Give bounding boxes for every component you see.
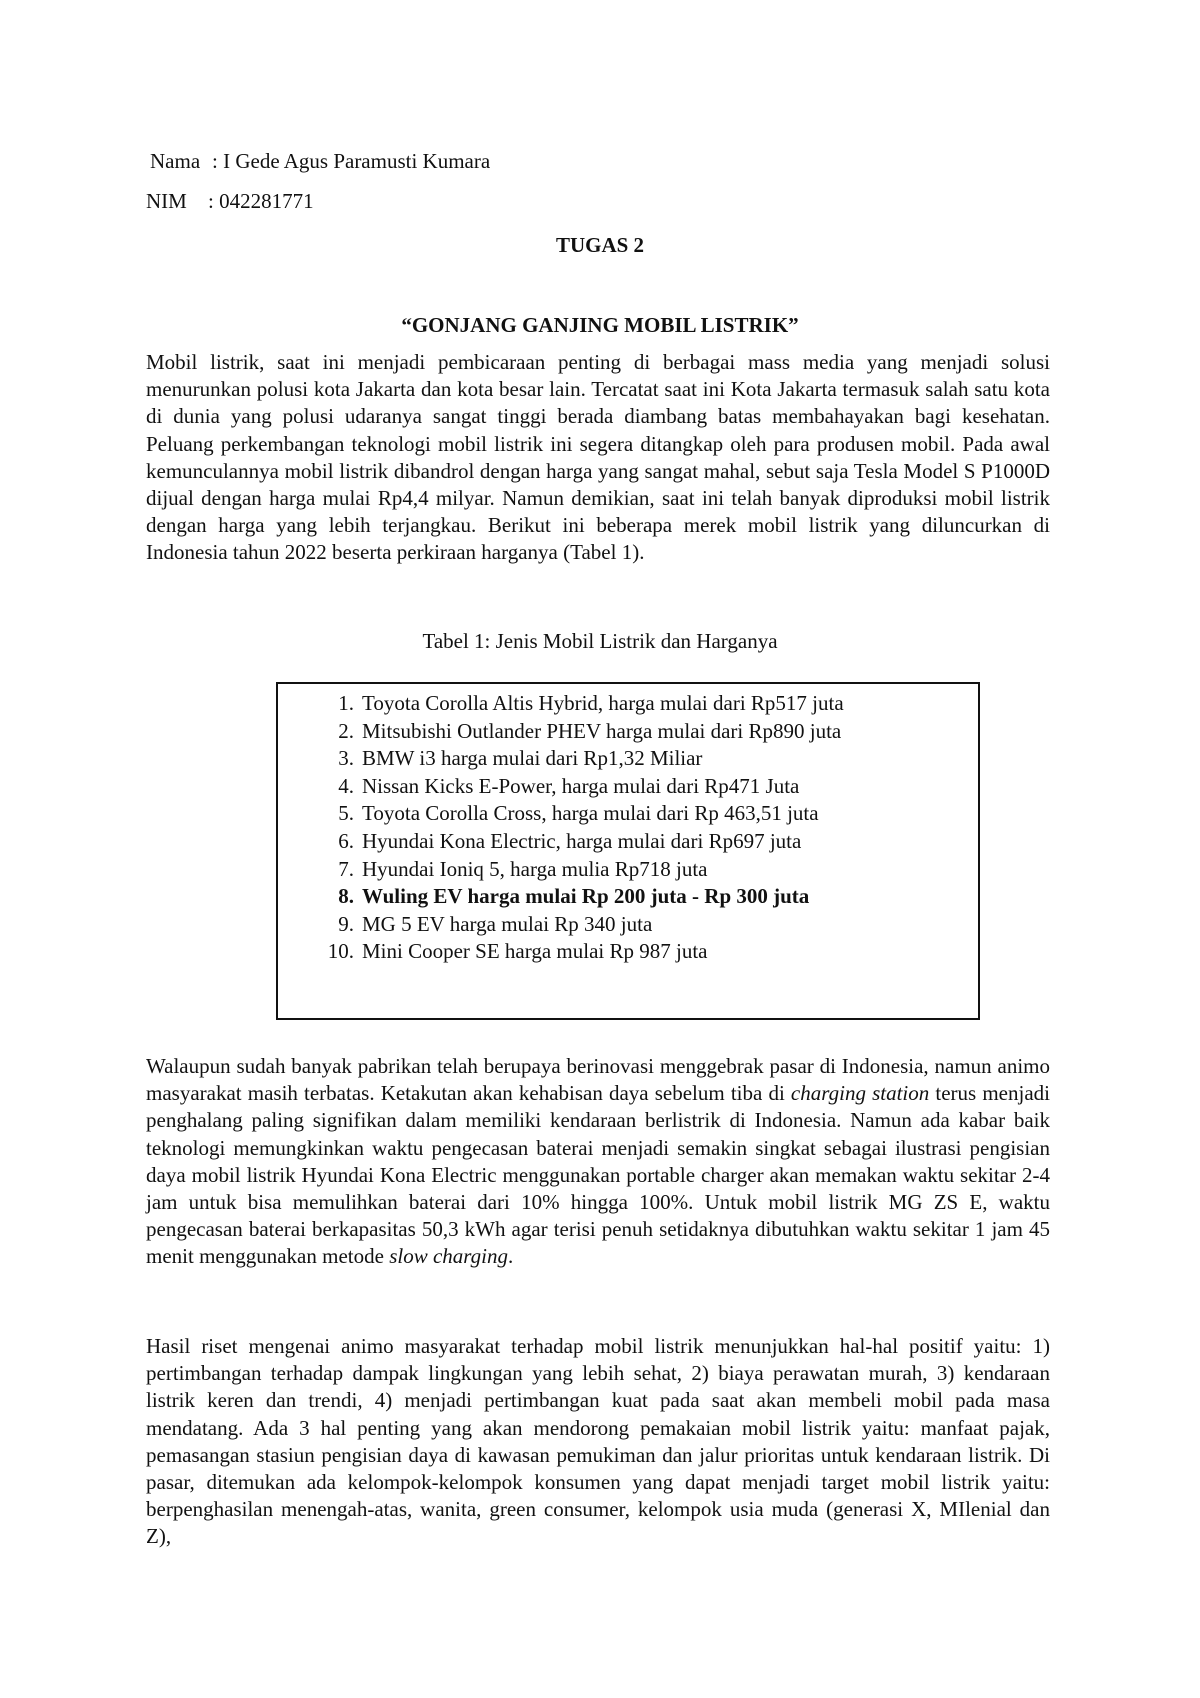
list-text: Toyota Corolla Altis Hybrid, harga mulai dari Rp517 juta [362, 691, 844, 715]
paragraph-charging [146, 1053, 1050, 1271]
list-text: Hyundai Kona Electric, harga mulai dari Rp697 juta [362, 828, 802, 853]
list-text: Wuling EV harga mulai Rp 200 juta - Rp 300 juta [362, 884, 810, 909]
list-number: 9. [338, 911, 354, 936]
paragraph-research: Hasil riset mengenai animo masyarakat terhadap mobil listrik menunjukkan hal-hal positif yaitu: 1) pertimbangan terhadap dampak lingkungan yang lebih sehat, 2) biaya perawatan murah, 3) kendaraan listrik keren dan trendi, 4) menjadi pertimbangan kuat pada saat akan membeli mobil pada masa mendatang. Ada 3 hal penting yang akan mendorong pemakaian mobil listrik yaitu: manfaat pajak, pemasangan stasiun pengisian daya di kawasan pemukiman dan jalur prioritas untuk kendaraan listrik. Di pasar, ditemukan ada kelompok-kelompok konsumen yang dapat menjadi target mobil listrik yaitu: berpenghasilan menengah-atas, wanita, green consumer, kelompok usia muda (generasi X, MIlenial dan Z), [146, 1334, 1050, 1549]
list-number: 5. [338, 801, 354, 826]
list-number: 2. [338, 718, 354, 743]
nim-label: NIM [146, 189, 187, 213]
list-number: 1. [338, 691, 354, 715]
list-text: MG 5 EV harga mulai Rp 340 juta [362, 911, 653, 936]
car-list [278, 690, 844, 966]
charging-station-term: charging station [790, 1081, 930, 1106]
nim-value: : 042281771 [208, 189, 314, 213]
list-number: 6. [338, 828, 354, 853]
list-item [278, 911, 844, 939]
student-name-line [150, 148, 490, 175]
list-item [278, 773, 844, 801]
list-number: 10. [327, 939, 354, 964]
slow-charging-term: slow charging [389, 1244, 508, 1269]
paragraph-intro: Mobil listrik, saat ini menjadi pembicaraan penting di berbagai mass media yang menjadi solusi menurunkan polusi kota Jakarta dan kota besar lain. Tercatat saat ini Kota Jakarta termasuk salah satu kota di dunia yang polusi udaranya sangat tinggi berada diambang batas membahayakan bagi kesehatan. Peluang perkembangan teknologi mobil listrik ini segera ditangkap oleh para produsen mobil. Pada awal kemunculannya mobil listrik dibandrol dengan harga yang sangat mahal, sebut saja Tesla Model S P1000D dijual dengan harga mulai Rp4,4 milyar. Namun demikian, saat ini telah banyak diproduksi mobil listrik dengan harga yang lebih terjangkau. Berikut ini beberapa merek mobil listrik yang diluncurkan di Indonesia tahun 2022 beserta perkiraan harganya (Tabel 1). [146, 350, 1050, 565]
list-number: 8. [338, 884, 354, 909]
essay-title: “GONJANG GANJING MOBIL LISTRIK” [401, 313, 799, 337]
paragraph-charging-part1: Walaupun sudah banyak pabrikan telah berupaya berinovasi menggebrak pasar di Indonesia, namun animo masyarakat masih terbatas. Ketakutan akan kehabisan daya sebelum tiba di [146, 1054, 1050, 1106]
list-item [278, 745, 844, 773]
list-number: 3. [338, 746, 354, 771]
table-caption: Tabel 1: Jenis Mobil Listrik dan Harganya [422, 629, 778, 653]
list-text: Nissan Kicks E-Power, harga mulai dari Rp471 Juta [362, 773, 800, 798]
student-id-line [146, 188, 314, 215]
car-price-table [276, 682, 980, 1020]
list-text: Toyota Corolla Cross, harga mulai dari Rp 463,51 juta [362, 801, 819, 826]
list-text: BMW i3 harga mulai dari Rp1,32 Miliar [362, 746, 703, 771]
list-text: Hyundai Ioniq 5, harga mulia Rp718 juta [362, 856, 708, 881]
list-item [278, 718, 844, 746]
name-label: Nama [150, 149, 201, 173]
assignment-title: TUGAS 2 [555, 233, 645, 257]
list-number: 7. [338, 856, 354, 881]
list-item [278, 938, 844, 966]
list-item-highlighted [278, 883, 844, 911]
paragraph-charging-part2: terus menjadi penghalang paling signifikan dalam memiliki kendaraan berlistrik di Indonesia. Namun ada kabar baik teknologi memungkinkan waktu pengecasan baterai menjadi semakin singkat sebagai ilustrasi pengisian daya mobil listrik Hyundai Kona Electric menggunakan portable charger akan memakan waktu sekitar 2-4 jam untuk bisa memulihkan baterai dari 10% hingga 100%. Untuk mobil listrik MG ZS E, waktu pengecasan baterai berkapasitas 50,3 kWh agar terisi penuh setidaknya dibutuhkan waktu sekitar 1 jam 45 menit menggunakan metode [146, 1081, 1050, 1269]
list-text: Mini Cooper SE harga mulai Rp 987 juta [362, 939, 708, 964]
list-item [278, 800, 844, 828]
list-item [278, 828, 844, 856]
name-value: : I Gede Agus Paramusti Kumara [212, 149, 491, 173]
list-item [278, 690, 844, 718]
list-item [278, 856, 844, 884]
list-number: 4. [338, 773, 354, 798]
paragraph-charging-part3: . [508, 1244, 514, 1269]
list-text: Mitsubishi Outlander PHEV harga mulai dari Rp890 juta [362, 718, 842, 743]
